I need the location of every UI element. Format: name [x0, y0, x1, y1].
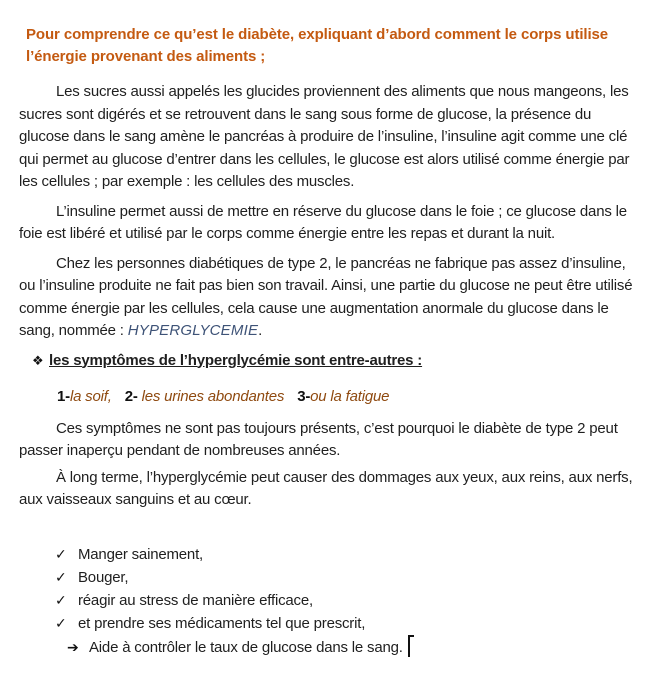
symptom-label: les urines abondantes — [141, 387, 285, 405]
symptom-label: ou la fatigue — [310, 387, 390, 405]
conclusion-text-content: Aide à contrôler le taux de glucose dans le sang. — [89, 638, 403, 656]
diamond-bullet-icon: ❖ — [32, 352, 44, 368]
arrow-right-icon: ➔ — [67, 638, 79, 655]
paragraph-type2-diabetes — [19, 253, 640, 343]
healthy-habits-list — [19, 543, 640, 635]
checkmark-icon: ✓ — [55, 568, 67, 585]
symptom-number: 1- — [57, 387, 70, 405]
symptom-urine — [125, 388, 284, 405]
checkmark-icon: ✓ — [55, 614, 67, 631]
list-item — [55, 612, 640, 635]
document-title-line2: l’énergie provenant des aliments ; — [26, 48, 266, 65]
list-item — [55, 543, 640, 566]
text-caret — [408, 635, 410, 657]
paragraph-symptoms-absent: Ces symptômes ne sont pas toujours présents, c’est pourquoi le diabète de type 2 peut passer inaperçu pendant de nombreuses années. — [19, 419, 618, 459]
list-item-text: Bouger, — [78, 568, 129, 586]
symptoms-heading-text: les symptômes de l’hyperglycémie sont entre-autres : — [49, 351, 423, 369]
paragraph-insulin-liver: L’insuline permet aussi de mettre en réserve du glucose dans le foie ; ce glucose dans le foie est libéré et utilisé par le corps comme énergie entre les repas et durant la nuit. — [19, 202, 627, 242]
paragraph-glucose-intro: Les sucres aussi appelés les glucides proviennent des aliments que nous mangeons, les sucres sont digérés et se retrouvent dans le sang sous forme de glucose, la présence du glucose dans le sang amène le pancréas à produire de l’insuline, l’insuline agit comme une clé qui permet au glucose d’entrer dans les cellules, le glucose est alors utilisé comme énergie par les cellules ; par exemple : les cellules des muscles. — [19, 83, 630, 190]
paragraph-type2-text: Chez les personnes diabétiques de type 2, le pancréas ne fabrique pas assez d’insuline, ou l’insuline produite ne fait pas bien son travail. Ainsi, une partie du glucose ne peut être utilisé comme énergie par les cellules, cela cause une augmentation anormale du glucose dans le sang, nommée : — [19, 254, 633, 339]
document-title-line1: Pour comprendre ce qu’est le diabète, expliquant d’abord comment le corps utilise — [26, 26, 609, 43]
symptoms-list — [19, 385, 640, 408]
hyperglycemia-term: HYPERGLYCEMIE — [127, 322, 259, 339]
checkmark-icon: ✓ — [55, 545, 67, 562]
list-item — [55, 589, 640, 612]
paragraph-long-term: À long terme, l’hyperglycémie peut causer des dommages aux yeux, aux reins, aux nerfs, aux vaisseaux sanguins et au cœur. — [19, 468, 633, 508]
conclusion-text — [89, 635, 410, 659]
symptom-thirst — [57, 388, 112, 405]
document-title — [19, 24, 640, 68]
symptom-fatigue — [297, 388, 389, 405]
symptom-label: la soif, — [69, 387, 112, 405]
symptoms-heading — [19, 349, 640, 372]
conclusion-line — [19, 635, 640, 659]
list-item-text: Manger sainement, — [78, 545, 204, 563]
symptom-number: 3- — [297, 387, 311, 405]
list-item-text: réagir au stress de manière efficace, — [78, 591, 313, 609]
list-item — [55, 566, 640, 589]
checkmark-icon: ✓ — [55, 591, 67, 608]
list-item-text: et prendre ses médicaments tel que prescrit, — [78, 614, 366, 632]
symptom-number: 2- — [124, 387, 142, 405]
paragraph-type2-period: . — [258, 322, 263, 339]
